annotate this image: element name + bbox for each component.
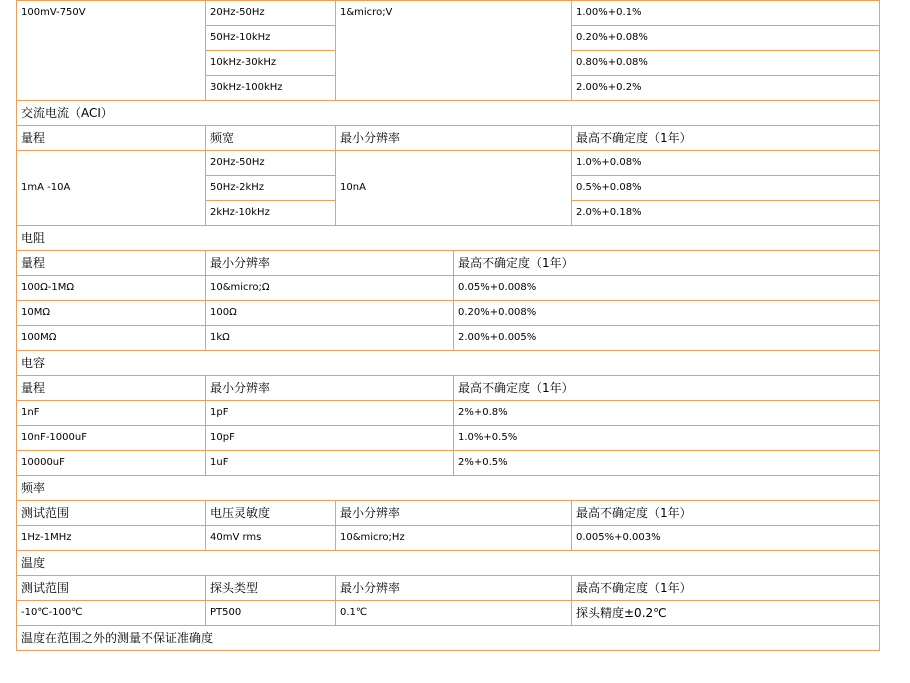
temperature-section-title: 温度	[17, 551, 880, 576]
capacitance-uncertainty: 2%+0.8%	[454, 401, 880, 426]
aci-uncertainty: 2.0%+0.18%	[572, 201, 880, 226]
frequency-range: 1Hz-1MHz	[17, 526, 206, 551]
aci-freq: 50Hz-2kHz	[206, 176, 336, 201]
table-row	[17, 301, 880, 326]
table-row	[17, 601, 880, 626]
vac-freq: 10kHz-30kHz	[206, 51, 336, 76]
capacitance-uncertainty: 1.0%+0.5%	[454, 426, 880, 451]
resistance-header: 最高不确定度（1年）	[454, 251, 880, 276]
aci-header: 量程	[17, 126, 206, 151]
frequency-uncertainty: 0.005%+0.003%	[572, 526, 880, 551]
aci-section-title: 交流电流（ACI）	[17, 101, 880, 126]
frequency-sensitivity: 40mV rms	[206, 526, 336, 551]
resistance-uncertainty: 0.05%+0.008%	[454, 276, 880, 301]
capacitance-resolution: 10pF	[206, 426, 454, 451]
spec-table	[16, 0, 880, 651]
frequency-header: 电压灵敏度	[206, 501, 336, 526]
frequency-header: 测试范围	[17, 501, 206, 526]
capacitance-resolution: 1uF	[206, 451, 454, 476]
table-row	[17, 401, 880, 426]
temperature-probe: PT500	[206, 601, 336, 626]
temperature-note: 温度在范围之外的测量不保证准确度	[17, 626, 880, 651]
frequency-resolution: 10&micro;Hz	[336, 526, 572, 551]
resistance-resolution: 10&micro;Ω	[206, 276, 454, 301]
frequency-header: 最小分辨率	[336, 501, 572, 526]
resistance-section-title: 电阻	[17, 226, 880, 251]
vac-freq: 30kHz-100kHz	[206, 76, 336, 101]
resistance-header: 量程	[17, 251, 206, 276]
resistance-range: 100MΩ	[17, 326, 206, 351]
aci-freq: 20Hz-50Hz	[206, 151, 336, 176]
capacitance-resolution: 1pF	[206, 401, 454, 426]
frequency-section-title: 频率	[17, 476, 880, 501]
aci-resolution: 10nA	[336, 151, 572, 226]
temperature-header: 最小分辨率	[336, 576, 572, 601]
resistance-range: 10MΩ	[17, 301, 206, 326]
temperature-resolution: 0.1℃	[336, 601, 572, 626]
table-row	[17, 276, 880, 301]
capacitance-header: 最小分辨率	[206, 376, 454, 401]
capacitance-range: 10000uF	[17, 451, 206, 476]
capacitance-header: 量程	[17, 376, 206, 401]
vac-range: 100mV-750V	[17, 1, 206, 101]
vac-freq: 20Hz-50Hz	[206, 1, 336, 26]
vac-uncertainty: 1.00%+0.1%	[572, 1, 880, 26]
temperature-header: 探头类型	[206, 576, 336, 601]
vac-uncertainty: 2.00%+0.2%	[572, 76, 880, 101]
capacitance-range: 1nF	[17, 401, 206, 426]
aci-range: 1mA -10A	[17, 151, 206, 226]
table-row	[17, 426, 880, 451]
resistance-uncertainty: 2.00%+0.005%	[454, 326, 880, 351]
capacitance-section-title: 电容	[17, 351, 880, 376]
resistance-header: 最小分辨率	[206, 251, 454, 276]
capacitance-range: 10nF-1000uF	[17, 426, 206, 451]
aci-freq: 2kHz-10kHz	[206, 201, 336, 226]
resistance-range: 100Ω-1MΩ	[17, 276, 206, 301]
table-row	[17, 526, 880, 551]
temperature-range: -10℃-100℃	[17, 601, 206, 626]
frequency-header: 最高不确定度（1年）	[572, 501, 880, 526]
temperature-header: 测试范围	[17, 576, 206, 601]
vac-uncertainty: 0.20%+0.08%	[572, 26, 880, 51]
table-row	[17, 326, 880, 351]
aci-header: 频宽	[206, 126, 336, 151]
vac-freq: 50Hz-10kHz	[206, 26, 336, 51]
capacitance-uncertainty: 2%+0.5%	[454, 451, 880, 476]
aci-header: 最小分辨率	[336, 126, 572, 151]
aci-header: 最高不确定度（1年）	[572, 126, 880, 151]
resistance-resolution: 1kΩ	[206, 326, 454, 351]
capacitance-header: 最高不确定度（1年）	[454, 376, 880, 401]
table-row	[17, 451, 880, 476]
temperature-header: 最高不确定度（1年）	[572, 576, 880, 601]
temperature-uncertainty: 探头精度±0.2℃	[572, 601, 880, 626]
resistance-uncertainty: 0.20%+0.008%	[454, 301, 880, 326]
vac-resolution: 1&micro;V	[336, 1, 572, 101]
resistance-resolution: 100Ω	[206, 301, 454, 326]
aci-uncertainty: 1.0%+0.08%	[572, 151, 880, 176]
aci-uncertainty: 0.5%+0.08%	[572, 176, 880, 201]
vac-uncertainty: 0.80%+0.08%	[572, 51, 880, 76]
